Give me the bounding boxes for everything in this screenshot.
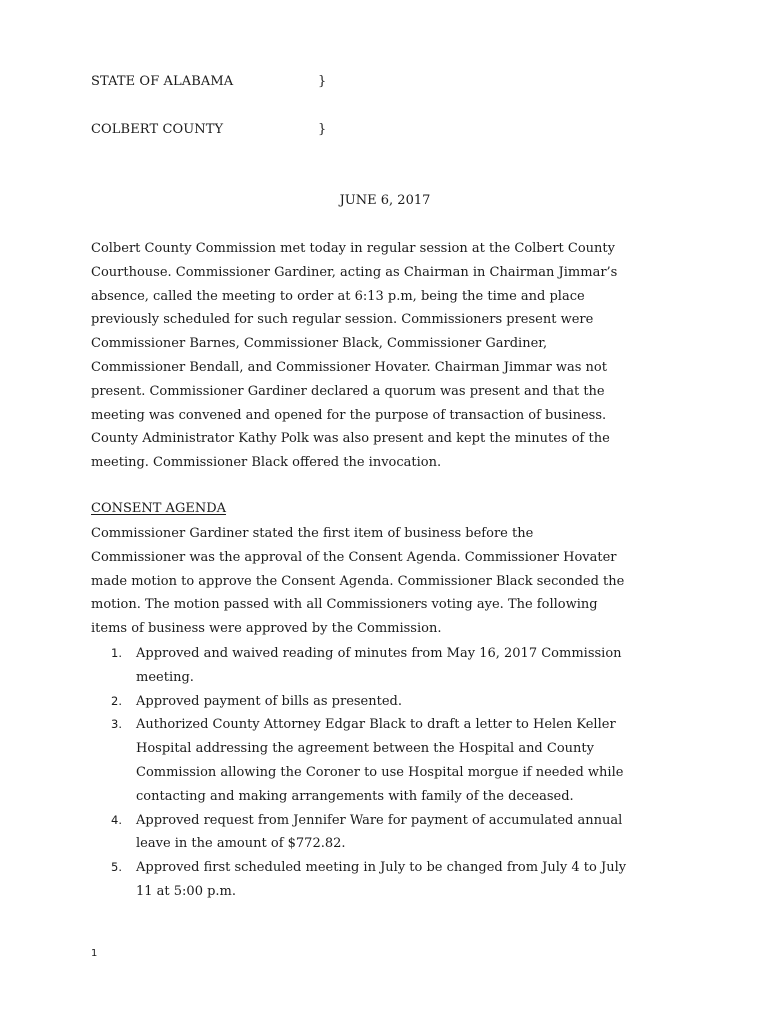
- list-item-number: 5.: [111, 860, 122, 875]
- list-item-line: meeting.: [136, 669, 194, 685]
- county-brace: }: [318, 122, 327, 137]
- list-item-number: 2.: [111, 693, 122, 708]
- list-item-line: Commission allowing the Coroner to use Hospital morgue if needed while: [136, 764, 624, 780]
- list-item: [91, 642, 691, 690]
- consent-agenda-heading: CONSENT AGENDA: [91, 501, 227, 516]
- consent-line: Commissioner Gardiner stated the first item of business before the: [91, 526, 534, 541]
- list-item-line: Hospital addressing the agreement between the Hospital and County: [136, 741, 594, 757]
- caption-state-line: [91, 74, 326, 89]
- intro-line: meeting was convened and opened for the purpose of transaction of business.: [91, 407, 607, 423]
- county-label: COLBERT COUNTY: [91, 122, 224, 137]
- consent-line: motion. The motion passed with all Commissioners voting aye. The following: [91, 597, 598, 613]
- intro-line: Commissioner Bendall, and Commissioner Hovater. Chairman Jimmar was not: [91, 359, 607, 375]
- list-item-line: Authorized County Attorney Edgar Black to draft a letter to Helen Keller: [136, 717, 616, 733]
- list-item-number: 1.: [111, 646, 122, 660]
- intro-line: present. Commissioner Gardiner declared a quorum was present and that the: [91, 383, 605, 399]
- approved-items-list: [91, 642, 691, 904]
- intro-paragraph: [91, 237, 691, 475]
- consent-line: Commissioner was the approval of the Consent Agenda. Commissioner Hovater: [91, 549, 617, 565]
- intro-line: meeting. Commissioner Black offered the invocation.: [91, 455, 442, 471]
- list-item-line: Approved and waived reading of minutes from May 16, 2017 Commission: [136, 646, 622, 661]
- caption-county-line: [91, 122, 326, 137]
- consent-paragraph: [91, 522, 691, 641]
- page-number: 1: [91, 948, 98, 959]
- list-item-line: contacting and making arrangements with family of the deceased.: [136, 788, 574, 804]
- list-item: [91, 713, 691, 808]
- state-brace: }: [318, 74, 327, 89]
- list-item: [91, 690, 691, 714]
- intro-line: Commissioner Barnes, Commissioner Black, Commissioner Gardiner,: [91, 336, 548, 352]
- consent-line: made motion to approve the Consent Agenda. Commissioner Black seconded the: [91, 573, 625, 589]
- intro-line: previously scheduled for such regular session. Commissioners present were: [91, 312, 594, 328]
- list-item-line: Approved first scheduled meeting in July to be changed from July 4 to July: [136, 860, 627, 876]
- consent-line: items of business were approved by the Commission.: [91, 621, 442, 637]
- intro-line: absence, called the meeting to order at 6:13 p.m, being the time and place: [91, 288, 585, 304]
- list-item-line: leave in the amount of $772.82.: [136, 836, 346, 852]
- list-item-line: Approved payment of bills as presented.: [136, 693, 402, 709]
- list-item-line: Approved request from Jennifer Ware for payment of accumulated annual: [136, 812, 623, 828]
- list-item-number: 4.: [111, 812, 122, 827]
- list-item-line: 11 at 5:00 p.m.: [136, 883, 237, 899]
- intro-line: Courthouse. Commissioner Gardiner, acting as Chairman in Chairman Jimmar’s: [91, 264, 618, 280]
- meeting-date-text: JUNE 6, 2017: [339, 193, 431, 208]
- meeting-date: [0, 193, 770, 208]
- list-item: [91, 809, 691, 857]
- list-item-number: 3.: [111, 717, 122, 732]
- intro-line: County Administrator Kathy Polk was also present and kept the minutes of the: [91, 431, 610, 447]
- intro-line: Colbert County Commission met today in regular session at the Colbert County: [91, 241, 615, 256]
- list-item: [91, 856, 691, 904]
- state-label: STATE OF ALABAMA: [91, 74, 234, 89]
